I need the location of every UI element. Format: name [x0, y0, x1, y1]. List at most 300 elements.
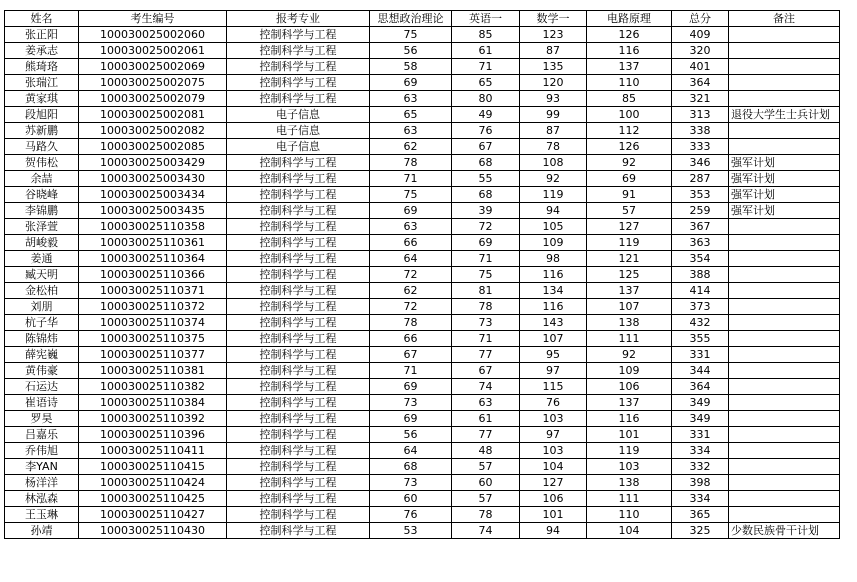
cell-math: 97	[520, 427, 587, 443]
table-row	[5, 91, 840, 107]
cell-name: 张泽萱	[5, 219, 79, 235]
cell-circuit: 91	[587, 187, 672, 203]
table-row	[5, 139, 840, 155]
cell-exam-id: 100030025110425	[79, 491, 227, 507]
table-row	[5, 235, 840, 251]
cell-major: 控制科学与工程	[227, 379, 370, 395]
table-row	[5, 219, 840, 235]
cell-name: 李锦鹏	[5, 203, 79, 219]
cell-total: 338	[672, 123, 729, 139]
cell-total: 346	[672, 155, 729, 171]
cell-politics: 72	[370, 267, 452, 283]
cell-major: 控制科学与工程	[227, 155, 370, 171]
cell-politics: 63	[370, 219, 452, 235]
table-row	[5, 123, 840, 139]
cell-name: 罗昊	[5, 411, 79, 427]
cell-total: 259	[672, 203, 729, 219]
cell-major: 控制科学与工程	[227, 75, 370, 91]
cell-name: 石运达	[5, 379, 79, 395]
cell-math: 134	[520, 283, 587, 299]
cell-name: 杨洋洋	[5, 475, 79, 491]
cell-total: 349	[672, 395, 729, 411]
cell-english: 55	[452, 171, 520, 187]
cell-politics: 66	[370, 331, 452, 347]
cell-remarks	[729, 43, 840, 59]
cell-exam-id: 100030025110382	[79, 379, 227, 395]
cell-exam-id: 100030025110396	[79, 427, 227, 443]
cell-major: 控制科学与工程	[227, 299, 370, 315]
cell-math: 105	[520, 219, 587, 235]
cell-math: 127	[520, 475, 587, 491]
cell-politics: 73	[370, 475, 452, 491]
score-sheet	[4, 10, 839, 539]
cell-exam-id: 100030025110384	[79, 395, 227, 411]
cell-exam-id: 100030025002079	[79, 91, 227, 107]
cell-english: 72	[452, 219, 520, 235]
cell-exam-id: 100030025110427	[79, 507, 227, 523]
cell-remarks	[729, 299, 840, 315]
cell-exam-id: 100030025110415	[79, 459, 227, 475]
cell-major: 控制科学与工程	[227, 523, 370, 539]
header-exam-id: 考生编号	[79, 11, 227, 27]
table-row	[5, 459, 840, 475]
cell-remarks	[729, 363, 840, 379]
cell-english: 67	[452, 363, 520, 379]
cell-exam-id: 100030025110375	[79, 331, 227, 347]
cell-politics: 64	[370, 251, 452, 267]
cell-politics: 76	[370, 507, 452, 523]
cell-major: 控制科学与工程	[227, 507, 370, 523]
cell-total: 344	[672, 363, 729, 379]
cell-circuit: 137	[587, 395, 672, 411]
cell-english: 78	[452, 299, 520, 315]
cell-major: 控制科学与工程	[227, 267, 370, 283]
cell-circuit: 111	[587, 331, 672, 347]
cell-exam-id: 100030025002061	[79, 43, 227, 59]
header-name: 姓名	[5, 11, 79, 27]
cell-english: 63	[452, 395, 520, 411]
cell-politics: 53	[370, 523, 452, 539]
cell-major: 控制科学与工程	[227, 283, 370, 299]
cell-math: 108	[520, 155, 587, 171]
cell-politics: 69	[370, 203, 452, 219]
cell-circuit: 121	[587, 251, 672, 267]
cell-circuit: 112	[587, 123, 672, 139]
cell-total: 398	[672, 475, 729, 491]
cell-circuit: 92	[587, 155, 672, 171]
cell-remarks	[729, 267, 840, 283]
cell-circuit: 137	[587, 283, 672, 299]
cell-total: 388	[672, 267, 729, 283]
cell-name: 李YAN	[5, 459, 79, 475]
cell-remarks	[729, 27, 840, 43]
cell-name: 杭子华	[5, 315, 79, 331]
cell-major: 控制科学与工程	[227, 475, 370, 491]
cell-politics: 72	[370, 299, 452, 315]
table-row	[5, 347, 840, 363]
cell-politics: 63	[370, 123, 452, 139]
cell-exam-id: 100030025110364	[79, 251, 227, 267]
cell-name: 马路久	[5, 139, 79, 155]
header-politics: 思想政治理论	[370, 11, 452, 27]
cell-exam-id: 100030025002085	[79, 139, 227, 155]
cell-name: 姜通	[5, 251, 79, 267]
cell-total: 334	[672, 491, 729, 507]
cell-exam-id: 100030025110430	[79, 523, 227, 539]
cell-circuit: 126	[587, 139, 672, 155]
cell-major: 控制科学与工程	[227, 203, 370, 219]
cell-major: 控制科学与工程	[227, 91, 370, 107]
cell-politics: 78	[370, 315, 452, 331]
cell-exam-id: 100030025003430	[79, 171, 227, 187]
cell-english: 65	[452, 75, 520, 91]
cell-math: 120	[520, 75, 587, 91]
cell-total: 363	[672, 235, 729, 251]
cell-politics: 62	[370, 283, 452, 299]
cell-math: 101	[520, 507, 587, 523]
cell-circuit: 126	[587, 27, 672, 43]
cell-english: 49	[452, 107, 520, 123]
cell-remarks	[729, 459, 840, 475]
cell-english: 69	[452, 235, 520, 251]
cell-major: 控制科学与工程	[227, 251, 370, 267]
cell-exam-id: 100030025110371	[79, 283, 227, 299]
cell-math: 93	[520, 91, 587, 107]
cell-name: 张正阳	[5, 27, 79, 43]
cell-exam-id: 100030025110381	[79, 363, 227, 379]
header-english: 英语一	[452, 11, 520, 27]
cell-remarks	[729, 75, 840, 91]
cell-remarks	[729, 443, 840, 459]
cell-total: 354	[672, 251, 729, 267]
cell-name: 苏新鹏	[5, 123, 79, 139]
cell-circuit: 111	[587, 491, 672, 507]
cell-politics: 64	[370, 443, 452, 459]
cell-politics: 63	[370, 91, 452, 107]
cell-math: 103	[520, 411, 587, 427]
cell-politics: 69	[370, 411, 452, 427]
cell-major: 控制科学与工程	[227, 235, 370, 251]
cell-exam-id: 100030025110392	[79, 411, 227, 427]
cell-name: 谷晓峰	[5, 187, 79, 203]
cell-total: 355	[672, 331, 729, 347]
cell-name: 熊琦珞	[5, 59, 79, 75]
table-row	[5, 27, 840, 43]
table-row	[5, 315, 840, 331]
cell-english: 67	[452, 139, 520, 155]
cell-english: 71	[452, 59, 520, 75]
cell-exam-id: 100030025110377	[79, 347, 227, 363]
header-math: 数学一	[520, 11, 587, 27]
cell-total: 313	[672, 107, 729, 123]
cell-politics: 67	[370, 347, 452, 363]
cell-remarks	[729, 315, 840, 331]
cell-name: 张瑞江	[5, 75, 79, 91]
cell-total: 353	[672, 187, 729, 203]
cell-name: 陈锦炜	[5, 331, 79, 347]
cell-circuit: 85	[587, 91, 672, 107]
cell-circuit: 100	[587, 107, 672, 123]
cell-math: 94	[520, 203, 587, 219]
cell-major: 控制科学与工程	[227, 347, 370, 363]
cell-english: 80	[452, 91, 520, 107]
cell-politics: 56	[370, 427, 452, 443]
table-row	[5, 379, 840, 395]
cell-exam-id: 100030025110372	[79, 299, 227, 315]
cell-total: 320	[672, 43, 729, 59]
cell-math: 119	[520, 187, 587, 203]
table-row	[5, 187, 840, 203]
cell-exam-id: 100030025002075	[79, 75, 227, 91]
cell-math: 135	[520, 59, 587, 75]
cell-exam-id: 100030025003435	[79, 203, 227, 219]
cell-major: 控制科学与工程	[227, 219, 370, 235]
cell-circuit: 57	[587, 203, 672, 219]
cell-english: 76	[452, 123, 520, 139]
cell-circuit: 107	[587, 299, 672, 315]
cell-math: 97	[520, 363, 587, 379]
cell-english: 48	[452, 443, 520, 459]
cell-english: 71	[452, 251, 520, 267]
cell-english: 85	[452, 27, 520, 43]
cell-remarks	[729, 427, 840, 443]
cell-major: 控制科学与工程	[227, 411, 370, 427]
table-row	[5, 155, 840, 171]
cell-math: 87	[520, 43, 587, 59]
cell-circuit: 104	[587, 523, 672, 539]
cell-english: 68	[452, 155, 520, 171]
cell-circuit: 138	[587, 315, 672, 331]
cell-math: 109	[520, 235, 587, 251]
cell-major: 控制科学与工程	[227, 331, 370, 347]
cell-circuit: 116	[587, 411, 672, 427]
cell-remarks	[729, 331, 840, 347]
cell-exam-id: 100030025110411	[79, 443, 227, 459]
cell-english: 61	[452, 43, 520, 59]
cell-english: 71	[452, 331, 520, 347]
table-row	[5, 475, 840, 491]
cell-name: 崔语诗	[5, 395, 79, 411]
cell-major: 控制科学与工程	[227, 491, 370, 507]
cell-math: 123	[520, 27, 587, 43]
cell-politics: 75	[370, 27, 452, 43]
cell-circuit: 109	[587, 363, 672, 379]
cell-circuit: 137	[587, 59, 672, 75]
cell-math: 116	[520, 299, 587, 315]
cell-english: 77	[452, 427, 520, 443]
cell-major: 控制科学与工程	[227, 59, 370, 75]
table-row	[5, 395, 840, 411]
table-row	[5, 491, 840, 507]
cell-remarks: 强军计划	[729, 203, 840, 219]
cell-total: 333	[672, 139, 729, 155]
cell-remarks	[729, 379, 840, 395]
cell-politics: 60	[370, 491, 452, 507]
cell-remarks	[729, 491, 840, 507]
cell-remarks	[729, 411, 840, 427]
cell-remarks: 少数民族骨干计划	[729, 523, 840, 539]
table-row	[5, 43, 840, 59]
cell-exam-id: 100030025002082	[79, 123, 227, 139]
cell-remarks	[729, 251, 840, 267]
cell-name: 刘朋	[5, 299, 79, 315]
table-row	[5, 283, 840, 299]
cell-circuit: 101	[587, 427, 672, 443]
cell-circuit: 127	[587, 219, 672, 235]
cell-circuit: 69	[587, 171, 672, 187]
cell-total: 365	[672, 507, 729, 523]
table-row	[5, 251, 840, 267]
cell-total: 367	[672, 219, 729, 235]
cell-name: 吕嘉乐	[5, 427, 79, 443]
cell-politics: 69	[370, 75, 452, 91]
cell-remarks	[729, 283, 840, 299]
table-row	[5, 427, 840, 443]
cell-english: 60	[452, 475, 520, 491]
table-row	[5, 299, 840, 315]
cell-circuit: 106	[587, 379, 672, 395]
cell-circuit: 138	[587, 475, 672, 491]
cell-remarks	[729, 507, 840, 523]
cell-major: 电子信息	[227, 139, 370, 155]
table-row	[5, 107, 840, 123]
cell-circuit: 119	[587, 235, 672, 251]
cell-english: 78	[452, 507, 520, 523]
cell-total: 373	[672, 299, 729, 315]
cell-math: 95	[520, 347, 587, 363]
cell-name: 姜承志	[5, 43, 79, 59]
cell-math: 92	[520, 171, 587, 187]
header-row	[5, 11, 840, 27]
cell-remarks	[729, 59, 840, 75]
cell-total: 325	[672, 523, 729, 539]
cell-math: 106	[520, 491, 587, 507]
table-row	[5, 523, 840, 539]
cell-name: 段旭阳	[5, 107, 79, 123]
cell-name: 乔伟旭	[5, 443, 79, 459]
cell-english: 68	[452, 187, 520, 203]
cell-english: 74	[452, 379, 520, 395]
cell-exam-id: 100030025002081	[79, 107, 227, 123]
cell-major: 控制科学与工程	[227, 443, 370, 459]
cell-major: 控制科学与工程	[227, 315, 370, 331]
cell-circuit: 110	[587, 75, 672, 91]
cell-math: 103	[520, 443, 587, 459]
cell-politics: 69	[370, 379, 452, 395]
table-row	[5, 363, 840, 379]
cell-exam-id: 100030025002069	[79, 59, 227, 75]
cell-politics: 71	[370, 171, 452, 187]
cell-total: 332	[672, 459, 729, 475]
cell-remarks: 强军计划	[729, 155, 840, 171]
cell-circuit: 110	[587, 507, 672, 523]
cell-major: 控制科学与工程	[227, 27, 370, 43]
cell-politics: 73	[370, 395, 452, 411]
cell-remarks	[729, 123, 840, 139]
cell-english: 39	[452, 203, 520, 219]
cell-remarks	[729, 139, 840, 155]
cell-english: 75	[452, 267, 520, 283]
cell-total: 287	[672, 171, 729, 187]
cell-total: 401	[672, 59, 729, 75]
table-row	[5, 267, 840, 283]
table-row	[5, 331, 840, 347]
cell-politics: 75	[370, 187, 452, 203]
cell-english: 57	[452, 459, 520, 475]
cell-name: 王玉琳	[5, 507, 79, 523]
cell-remarks	[729, 235, 840, 251]
cell-math: 104	[520, 459, 587, 475]
cell-exam-id: 100030025110424	[79, 475, 227, 491]
cell-remarks: 退役大学生士兵计划	[729, 107, 840, 123]
table-row	[5, 203, 840, 219]
cell-politics: 62	[370, 139, 452, 155]
cell-remarks	[729, 475, 840, 491]
table-row	[5, 443, 840, 459]
cell-remarks	[729, 395, 840, 411]
table-row	[5, 171, 840, 187]
cell-name: 臧天明	[5, 267, 79, 283]
cell-english: 73	[452, 315, 520, 331]
cell-exam-id: 100030025110366	[79, 267, 227, 283]
header-major: 报考专业	[227, 11, 370, 27]
cell-name: 薛宪巍	[5, 347, 79, 363]
header-circuit: 电路原理	[587, 11, 672, 27]
cell-name: 孙靖	[5, 523, 79, 539]
cell-politics: 68	[370, 459, 452, 475]
cell-major: 控制科学与工程	[227, 363, 370, 379]
table-row	[5, 507, 840, 523]
cell-major: 电子信息	[227, 123, 370, 139]
cell-circuit: 116	[587, 43, 672, 59]
cell-total: 334	[672, 443, 729, 459]
cell-major: 电子信息	[227, 107, 370, 123]
cell-math: 115	[520, 379, 587, 395]
cell-remarks	[729, 347, 840, 363]
cell-total: 331	[672, 427, 729, 443]
cell-total: 321	[672, 91, 729, 107]
cell-circuit: 92	[587, 347, 672, 363]
cell-remarks	[729, 91, 840, 107]
cell-math: 87	[520, 123, 587, 139]
table-row	[5, 75, 840, 91]
cell-major: 控制科学与工程	[227, 427, 370, 443]
cell-english: 61	[452, 411, 520, 427]
cell-english: 81	[452, 283, 520, 299]
cell-name: 金松柏	[5, 283, 79, 299]
cell-math: 94	[520, 523, 587, 539]
header-remarks: 备注	[729, 11, 840, 27]
cell-name: 林泓森	[5, 491, 79, 507]
cell-total: 432	[672, 315, 729, 331]
cell-math: 116	[520, 267, 587, 283]
cell-name: 黄伟豪	[5, 363, 79, 379]
cell-math: 143	[520, 315, 587, 331]
cell-exam-id: 100030025003434	[79, 187, 227, 203]
cell-circuit: 103	[587, 459, 672, 475]
cell-politics: 58	[370, 59, 452, 75]
cell-math: 98	[520, 251, 587, 267]
cell-exam-id: 100030025110361	[79, 235, 227, 251]
cell-math: 76	[520, 395, 587, 411]
cell-name: 黄家琪	[5, 91, 79, 107]
cell-major: 控制科学与工程	[227, 459, 370, 475]
cell-politics: 56	[370, 43, 452, 59]
cell-exam-id: 100030025110374	[79, 315, 227, 331]
cell-exam-id: 100030025002060	[79, 27, 227, 43]
cell-remarks: 强军计划	[729, 171, 840, 187]
cell-total: 364	[672, 75, 729, 91]
